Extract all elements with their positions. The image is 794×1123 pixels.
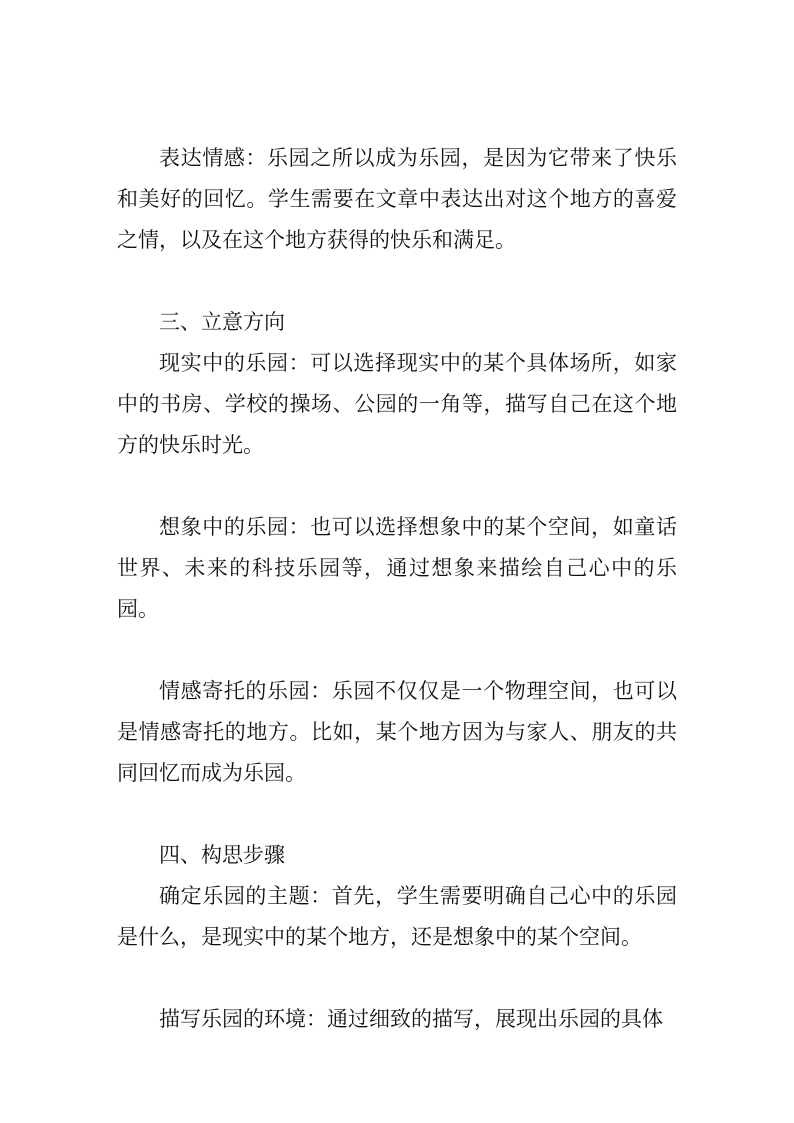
- section-heading-theme-direction: 三、立意方向: [159, 310, 285, 334]
- section-heading-planning-steps: 四、构思步骤: [159, 843, 285, 867]
- paragraph-describe-environment: 描写乐园的环境：通过细致的描写，展现出乐园的具体: [159, 1007, 663, 1031]
- paragraph-imagined-paradise: 想象中的乐园：也可以选择想象中的某个空间，如童话世界、未来的科技乐园等，通过想象来描绘自己心中的乐园。: [117, 515, 677, 621]
- paragraph-determine-theme: 确定乐园的主题：首先，学生需要明确自己心中的乐园是什么，是现实中的某个地方，还是想象中的某个空间。: [117, 884, 677, 949]
- paragraph-real-paradise: 现实中的乐园：可以选择现实中的某个具体场所，如家中的书房、学校的操场、公园的一角等，描写自己在这个地方的快乐时光。: [117, 351, 677, 457]
- paragraph-emotional-paradise: 情感寄托的乐园：乐园不仅仅是一个物理空间，也可以是情感寄托的地方。比如，某个地方因为与家人、朋友的共同回忆而成为乐园。: [117, 679, 677, 785]
- document-body: [117, 138, 677, 1040]
- paragraph-express-emotion: 表达情感：乐园之所以成为乐园，是因为它带来了快乐和美好的回忆。学生需要在文章中表达出对这个地方的喜爱之情，以及在这个地方获得的快乐和满足。: [117, 146, 677, 252]
